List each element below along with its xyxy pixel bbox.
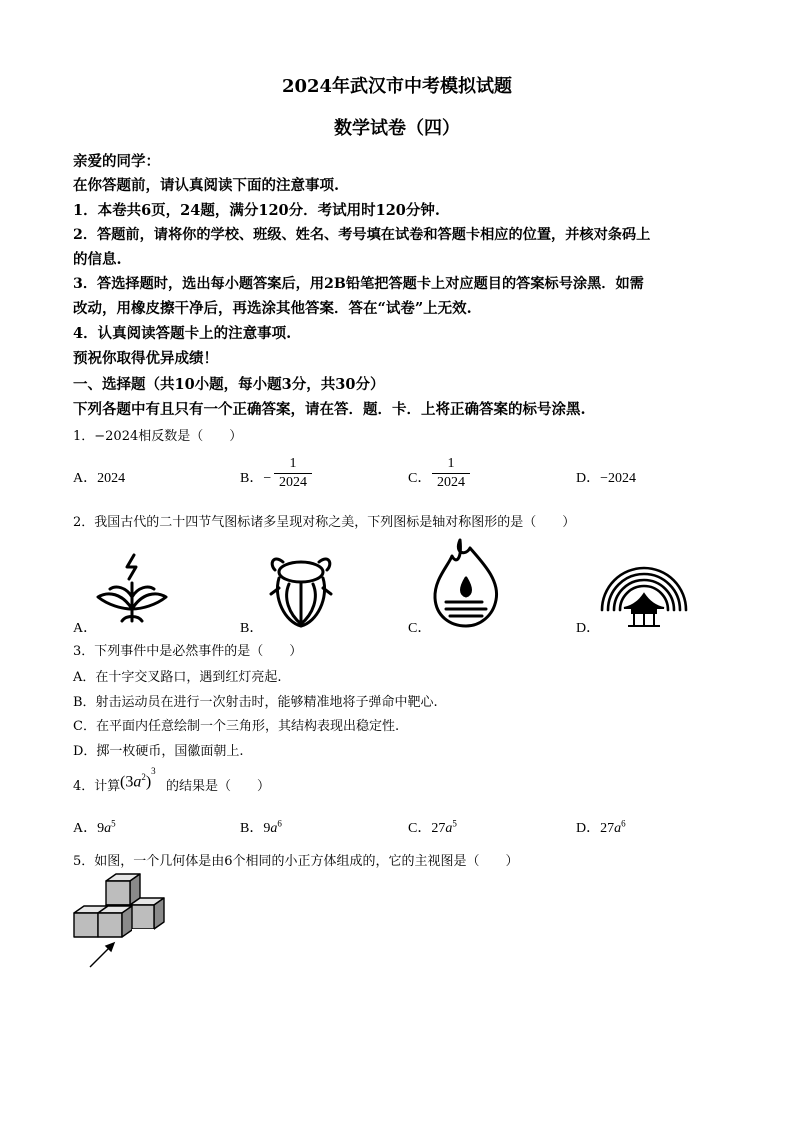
q1-b-numerator: 1: [289, 456, 297, 471]
wish-line: 预祝你取得优异成绩！: [73, 350, 218, 367]
rainbow-pavilion-icon: [598, 550, 690, 630]
section-heading: 一、选择题（共10小题，每小题3分，共30分）: [73, 376, 385, 393]
q3-option-a: A．在十字交叉路口，遇到红灯亮起.: [73, 670, 282, 685]
rule-4: 4．认真阅读答题卡上的注意事项.: [73, 325, 292, 342]
q1-stem: 1．−2024相反数是（ ）: [73, 429, 243, 444]
flame-drop-icon: [430, 536, 502, 628]
q1-option-c-label: C．: [408, 471, 432, 486]
rule-2-cont: 的信息.: [73, 251, 122, 268]
q3-option-d: D．掷一枚硬币，国徽面朝上.: [73, 744, 244, 759]
q2-option-b: B．: [240, 621, 264, 636]
q5-stem: 5．如图，一个几何体是由6个相同的小正方体组成的，它的主视图是（ ）: [73, 854, 519, 869]
notice-line: 在你答题前，请认真阅读下面的注意事项.: [73, 177, 340, 194]
q1-c-numerator: 1: [447, 456, 455, 471]
q1-option-b-label: B．−: [240, 471, 272, 486]
q2-option-a: A．: [73, 621, 98, 636]
rule-3-cont: 改动，用橡皮擦干净后，再选涂其他答案．答在“试卷”上无效.: [73, 300, 472, 317]
q4-expression: $(3a^2)^3$: [120, 766, 156, 791]
q3-option-c: C．在平面内任意绘制一个三角形，其结构表现出稳定性.: [73, 719, 400, 734]
greeting: 亲爱的同学：: [73, 153, 160, 170]
cube-solid-figure: [70, 873, 165, 969]
rule-3: 3．答选择题时，选出每小题答案后，用2B铅笔把答题卡上对应题目的答案标号涂黑．如需: [73, 276, 644, 292]
q4-option-c: C．$27a^5$: [408, 818, 457, 836]
rule-2: 2．答题前，请将你的学校、班级、姓名、考号填在试卷和答题卡相应的位置，并核对条码上: [73, 227, 651, 243]
cicada-icon: [265, 548, 337, 628]
q4-stem-suffix: 的结果是（ ）: [166, 779, 271, 794]
q2-option-c: C．: [408, 621, 432, 636]
rule-1: 1．本卷共6页，24题，满分120分．考试用时120分钟.: [73, 202, 440, 219]
q3-option-b: B．射击运动员在进行一次射击时，能够精准地将子弹命中靶心.: [73, 695, 438, 710]
q4-stem-prefix: 4．计算: [73, 779, 121, 794]
exam-title: 2024年武汉市中考模拟试题: [281, 76, 513, 97]
q4-option-b: B．$9a^6$: [240, 818, 282, 836]
q3-stem: 3．下列事件中是必然事件的是（ ）: [73, 644, 303, 659]
sprout-lightning-icon: [96, 553, 168, 625]
q1-option-c-fraction: [432, 456, 470, 491]
q1-option-b-fraction: [274, 456, 312, 491]
exam-subtitle: 数学试卷（四）: [334, 118, 460, 139]
q1-option-a: A．2024: [73, 471, 126, 486]
q4-option-a: A．$9a^5$: [73, 818, 116, 836]
q1-b-denominator: 2024: [279, 475, 307, 490]
q4-option-d: D．$27a^6$: [576, 818, 626, 836]
q1-c-denominator: 2024: [437, 475, 465, 490]
q2-option-d: D．: [576, 621, 601, 636]
section-instruction: 下列各题中有且只有一个正确答案，请在答．题．卡．上将正确答案的标号涂黑.: [73, 401, 586, 418]
q1-option-d: D．−2024: [576, 471, 637, 486]
q2-stem: 2．我国古代的二十四节气图标诸多呈现对称之美，下列图标是轴对称图形的是（ ）: [73, 515, 576, 530]
